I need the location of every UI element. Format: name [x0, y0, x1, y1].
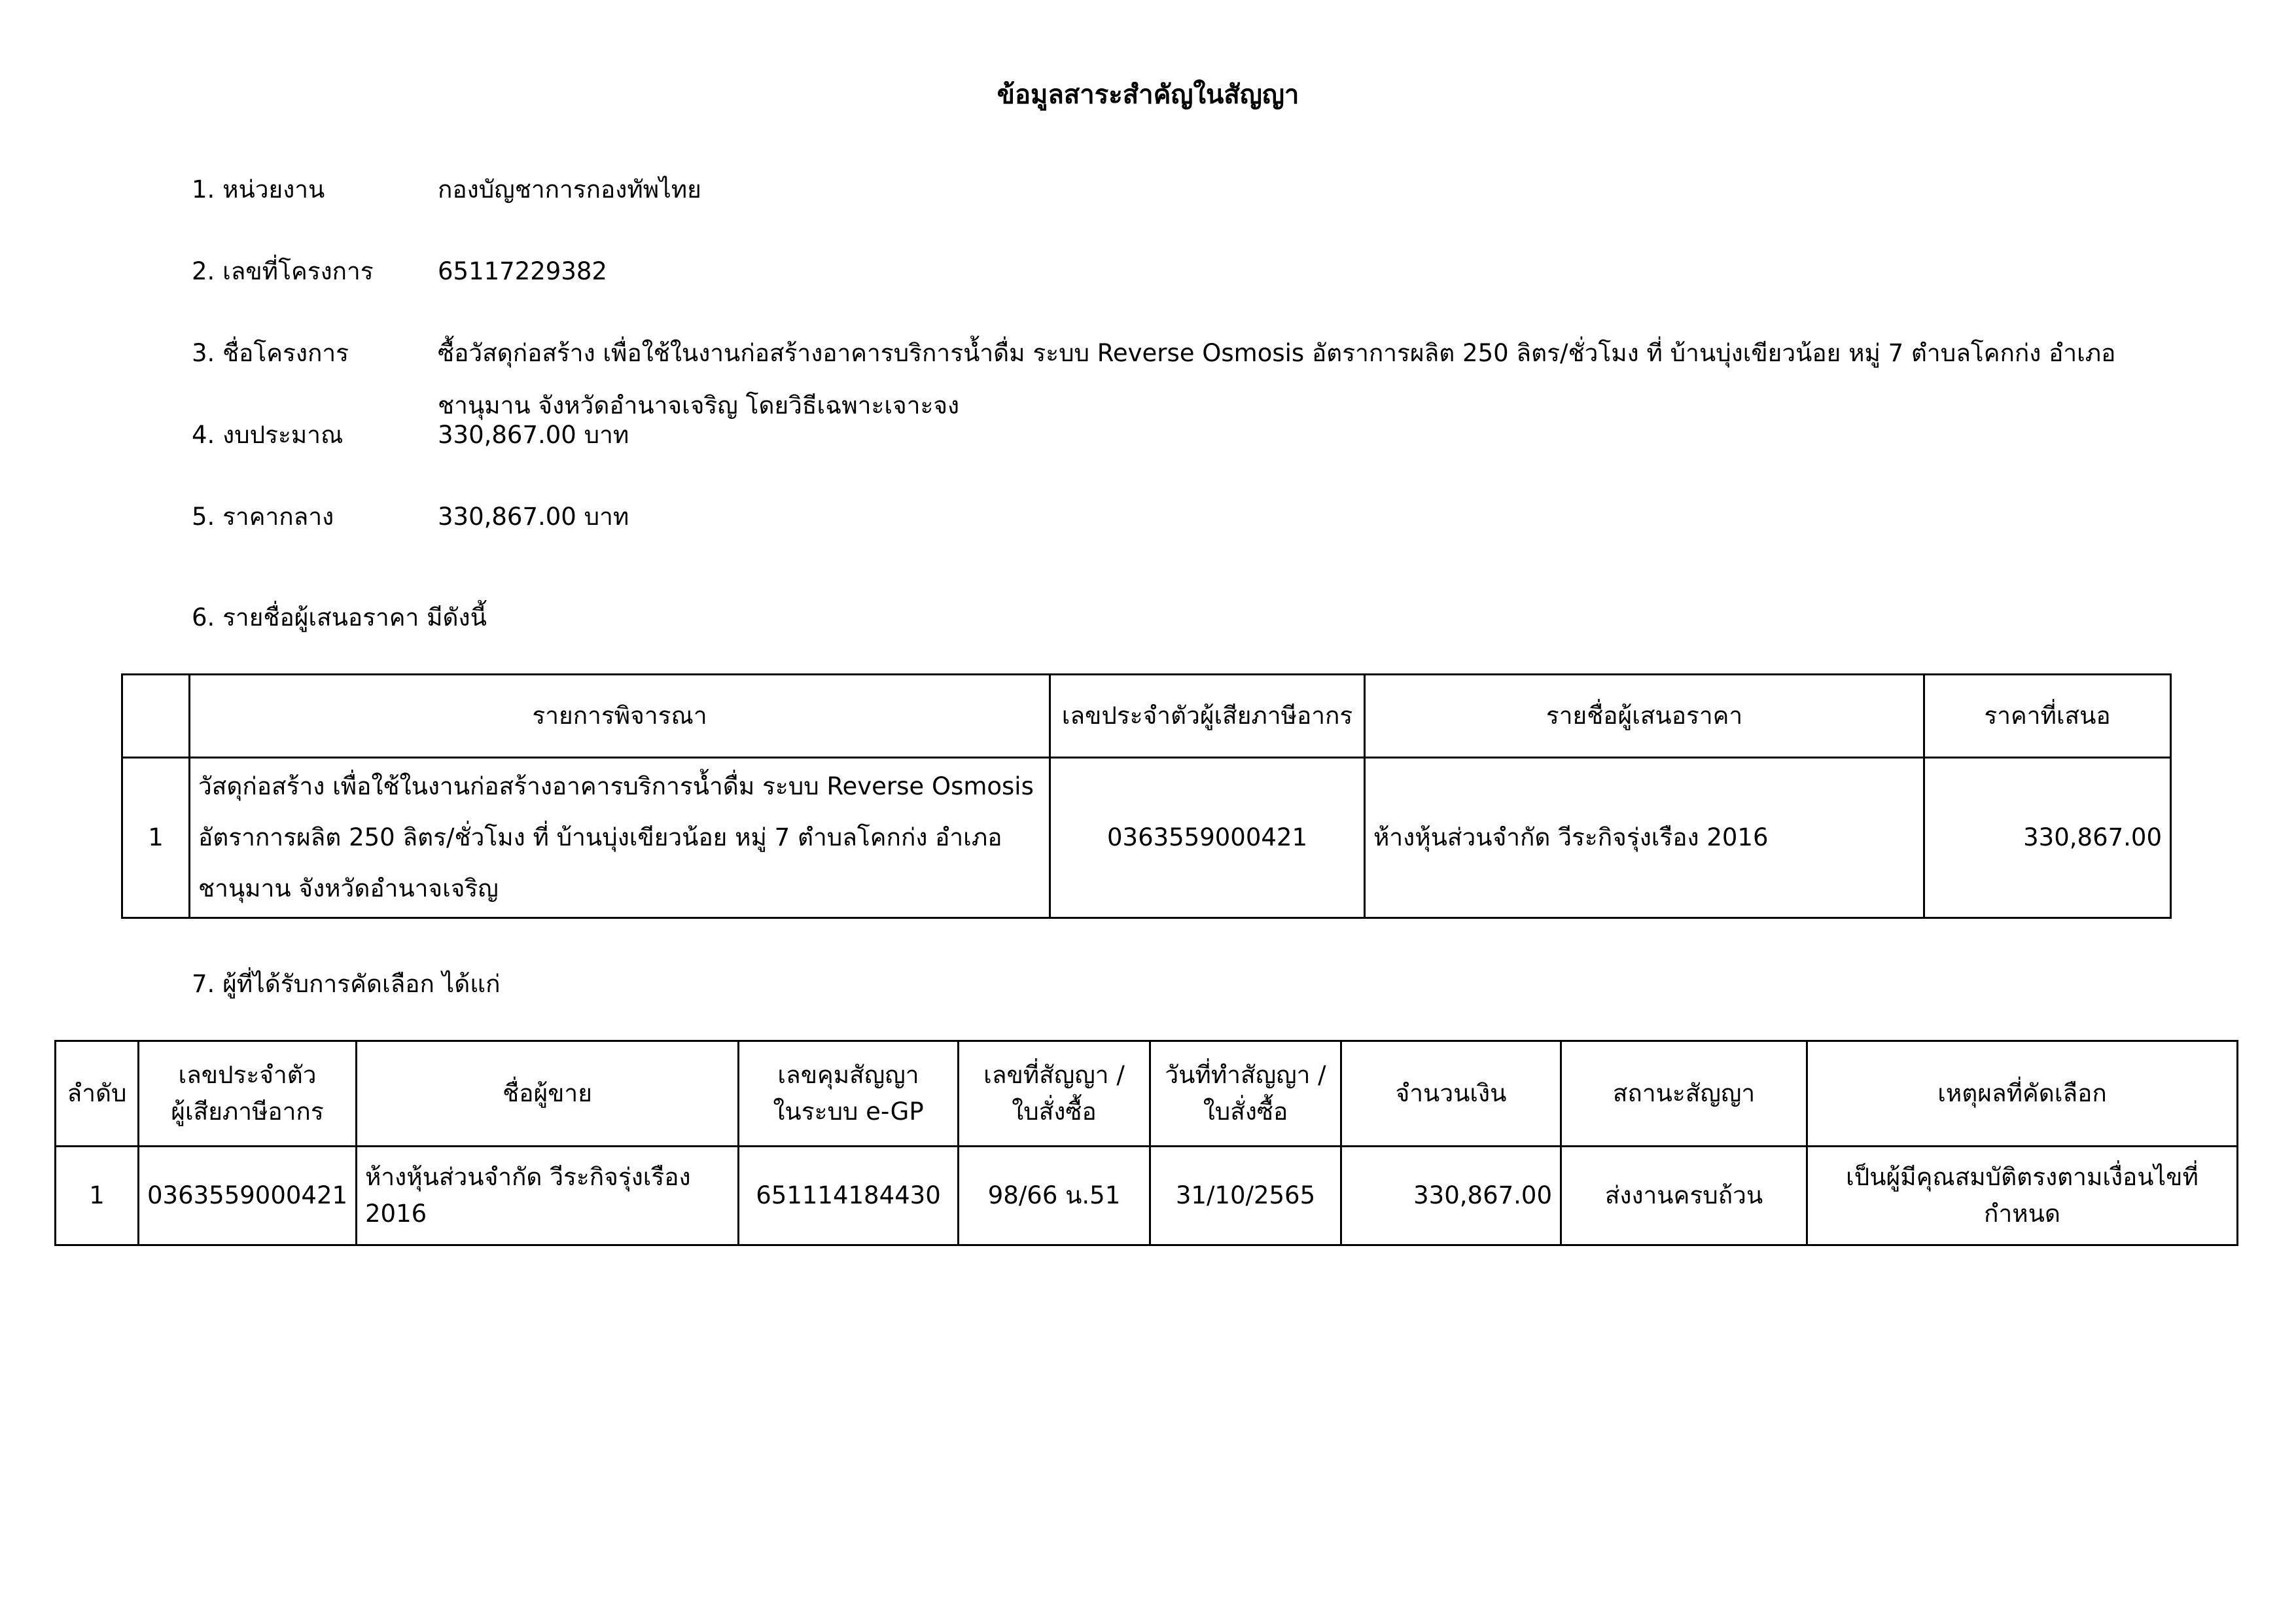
- header-offered-price: ราคาที่เสนอ: [1924, 675, 2171, 758]
- table-header-row: [122, 675, 2171, 758]
- row-item: วัสดุก่อสร้าง เพื่อใช้ในงานก่อสร้างอาคารบริการน้ำดื่ม ระบบ Reverse Osmosis อัตราการผลิต 250 ลิตร/ชั่วโมง ที่ บ้านบุ่งเขียวน้อย หมู่ 7 ตำบลโคกก่ง อำเภอชานุมาน จังหวัดอำนาจเจริญ: [190, 758, 1050, 918]
- row-contract-status: ส่งงานครบถ้วน: [1561, 1147, 1807, 1245]
- header-item: รายการพิจารณา: [190, 675, 1050, 758]
- bidders-table: [121, 673, 2172, 919]
- row-tax-id: 0363559000421: [1050, 758, 1365, 918]
- row-contract-date: 31/10/2565: [1150, 1147, 1341, 1245]
- row-contract-number: 98/66 น.51: [959, 1147, 1150, 1245]
- field-value-project-number: 65117229382: [438, 257, 607, 285]
- table-row: [122, 758, 2171, 918]
- header-contract-date: วันที่ทำสัญญา / ใบสั่งซื้อ: [1150, 1041, 1341, 1147]
- header-amount: จำนวนเงิน: [1341, 1041, 1561, 1147]
- field-label-budget: 4. งบประมาณ: [192, 421, 344, 449]
- header-seller-name: ชื่อผู้ขาย: [357, 1041, 739, 1147]
- header-bidder-name: รายชื่อผู้เสนอราคา: [1365, 675, 1924, 758]
- section6-label: 6. รายชื่อผู้เสนอราคา มีดังนี้: [192, 603, 487, 632]
- row-order: 1: [56, 1147, 139, 1245]
- field-value-agency: กองบัญชาการกองทัพไทย: [438, 175, 701, 204]
- row-bidder-name: ห้างหุ้นส่วนจำกัด วีระกิจรุ่งเรือง 2016: [1365, 758, 1924, 918]
- row-tax-id: 0363559000421: [139, 1147, 357, 1245]
- row-amount: 330,867.00: [1341, 1147, 1561, 1245]
- selected-vendor-table: [54, 1040, 2238, 1246]
- field-value-median-price: 330,867.00 บาท: [438, 503, 629, 531]
- header-index: [122, 675, 190, 758]
- header-contract-number: เลขที่สัญญา / ใบสั่งซื้อ: [959, 1041, 1150, 1147]
- field-label-project-name: 3. ชื่อโครงการ: [192, 339, 349, 367]
- document-title: ข้อมูลสาระสำคัญในสัญญา: [997, 80, 1299, 110]
- header-selection-reason: เหตุผลที่คัดเลือก: [1807, 1041, 2238, 1147]
- row-selection-reason: เป็นผู้มีคุณสมบัติตรงตามเงื่อนไขที่กำหนด: [1807, 1147, 2238, 1245]
- field-label-agency: 1. หน่วยงาน: [192, 175, 325, 204]
- header-tax-id: เลขประจำตัว ผู้เสียภาษีอากร: [139, 1041, 357, 1147]
- table-row: [56, 1147, 2238, 1245]
- row-offered-price: 330,867.00: [1924, 758, 2171, 918]
- field-label-project-number: 2. เลขที่โครงการ: [192, 257, 374, 285]
- section7-label: 7. ผู้ที่ได้รับการคัดเลือก ได้แก่: [192, 970, 501, 998]
- field-value-budget: 330,867.00 บาท: [438, 421, 629, 449]
- header-tax-id: เลขประจำตัวผู้เสียภาษีอากร: [1050, 675, 1365, 758]
- field-label-median-price: 5. ราคากลาง: [192, 503, 334, 531]
- header-egp-number: เลขคุมสัญญา ในระบบ e-GP: [739, 1041, 959, 1147]
- row-index: 1: [122, 758, 190, 918]
- field-value-project-name: ซื้อวัสดุก่อสร้าง เพื่อใช้ในงานก่อสร้างอาคารบริการน้ำดื่ม ระบบ Reverse Osmosis อัตราการผลิต 250 ลิตร/ชั่วโมง ที่ บ้านบุ่งเขียวน้อย หมู่ 7 ตำบลโคกก่ง อำเภอชานุมาน จังหวัดอำนาจเจริญ โดยวิธีเฉพาะเจาะจง: [438, 339, 2116, 419]
- header-order: ลำดับ: [56, 1041, 139, 1147]
- table-header-row: [56, 1041, 2238, 1147]
- row-egp-number: 651114184430: [739, 1147, 959, 1245]
- row-seller-name: ห้างหุ้นส่วนจำกัด วีระกิจรุ่งเรือง 2016: [357, 1147, 739, 1245]
- header-contract-status: สถานะสัญญา: [1561, 1041, 1807, 1147]
